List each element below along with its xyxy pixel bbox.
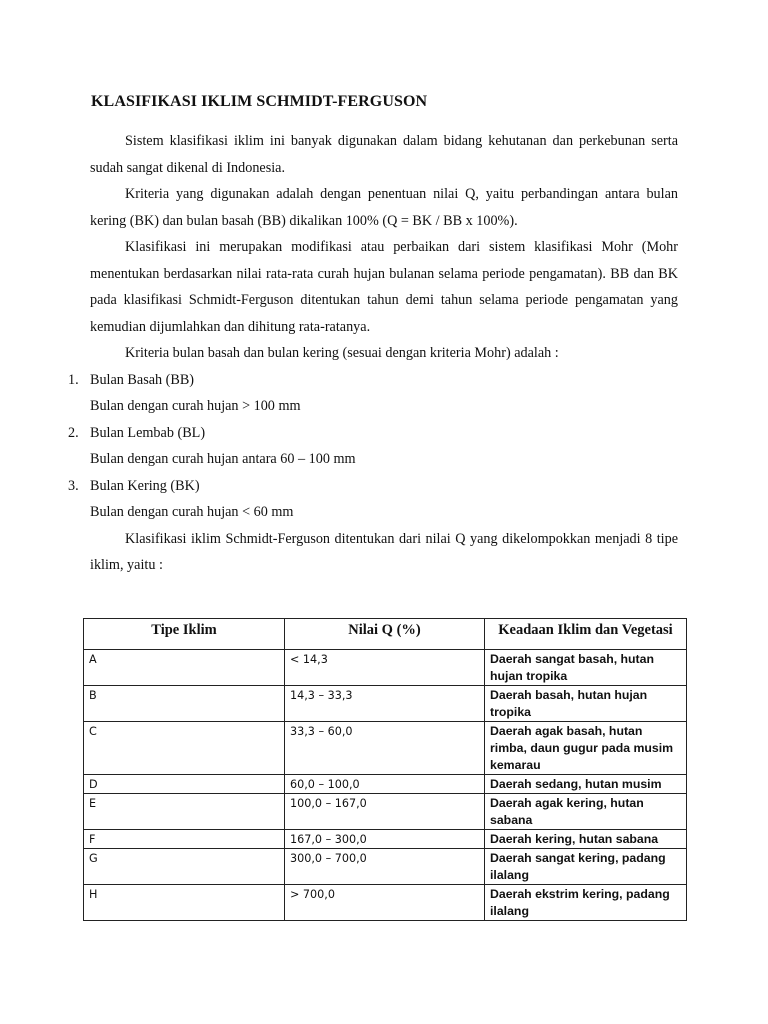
cell-type: H	[84, 885, 285, 921]
document-title: KLASIFIKASI IKLIM SCHMIDT-FERGUSON	[91, 93, 428, 110]
paragraph-month-criteria: Kriteria bulan basah dan bulan kering (sesuai dengan kriteria Mohr) adalah :	[125, 345, 559, 361]
cell-type: B	[84, 686, 285, 722]
cell-type: G	[84, 849, 285, 885]
cell-type: F	[84, 830, 285, 849]
cell-vegetation: Daerah ekstrim kering, padang ilalang	[485, 885, 687, 921]
cell-q-value: 100,0 – 167,0	[285, 794, 485, 830]
table-row	[84, 650, 687, 686]
paragraph-intro: Sistem klasifikasi iklim ini banyak digunakan dalam bidang kehutanan dan perkebunan serta sudah sangat dikenal di Indonesia.	[90, 133, 678, 176]
list-item-label: Bulan Basah (BB)	[90, 371, 195, 388]
cell-q-value: 14,3 – 33,3	[285, 686, 485, 722]
list-item-description: Bulan dengan curah hujan antara 60 – 100 mm	[90, 451, 356, 467]
cell-q-value: 300,0 – 700,0	[285, 849, 485, 885]
cell-vegetation: Daerah sangat basah, hutan hujan tropika	[485, 650, 687, 686]
list-number: 3.	[68, 477, 79, 494]
cell-vegetation: Daerah sangat kering, padang ilalang	[485, 849, 687, 885]
cell-vegetation: Daerah agak basah, hutan rimba, daun gugur pada musim kemarau	[485, 722, 687, 775]
cell-vegetation: Daerah agak kering, hutan sabana	[485, 794, 687, 830]
criteria-list	[68, 367, 678, 526]
cell-q-value: 33,3 – 60,0	[285, 722, 485, 775]
cell-q-value: 167,0 – 300,0	[285, 830, 485, 849]
table-row	[84, 722, 687, 775]
header-climate-type: Tipe Iklim	[84, 619, 285, 650]
table-row	[84, 686, 687, 722]
list-number: 1.	[68, 371, 79, 388]
cell-vegetation: Daerah sedang, hutan musim	[485, 775, 687, 794]
document-body	[68, 128, 678, 579]
list-item	[68, 473, 678, 526]
table-row	[84, 830, 687, 849]
header-vegetation: Keadaan Iklim dan Vegetasi	[485, 619, 687, 650]
list-number: 2.	[68, 424, 79, 441]
cell-type: C	[84, 722, 285, 775]
list-item	[68, 420, 678, 473]
cell-q-value: > 700,0	[285, 885, 485, 921]
cell-type: D	[84, 775, 285, 794]
table-row	[84, 794, 687, 830]
table-row	[84, 849, 687, 885]
table-row	[84, 885, 687, 921]
list-item-description: Bulan dengan curah hujan > 100 mm	[90, 398, 301, 414]
cell-q-value: < 14,3	[285, 650, 485, 686]
paragraph-mohr-modification: Klasifikasi ini merupakan modifikasi atau perbaikan dari sistem klasifikasi Mohr (Mohr menentukan berdasarkan nilai rata-rata curah hujan bulanan selama periode pengamatan). BB dan BK pada klasifikasi Schmidt-Ferguson ditentukan tahun demi tahun selama periode pengamatan yang kemudian dijumlahkan dan dihitung rata-ratanya.	[90, 239, 678, 335]
cell-q-value: 60,0 – 100,0	[285, 775, 485, 794]
table-row	[84, 775, 687, 794]
paragraph-q-criteria: Kriteria yang digunakan adalah dengan penentuan nilai Q, yaitu perbandingan antara bulan kering (BK) dan bulan basah (BB) dikalikan 100% (Q = BK / BB x 100%).	[90, 186, 678, 229]
cell-vegetation: Daerah kering, hutan sabana	[485, 830, 687, 849]
table-header-row	[84, 619, 687, 650]
paragraph-climate-types: Klasifikasi iklim Schmidt-Ferguson ditentukan dari nilai Q yang dikelompokkan menjadi 8 tipe iklim, yaitu :	[90, 530, 678, 573]
header-q-value: Nilai Q (%)	[285, 619, 485, 650]
cell-type: E	[84, 794, 285, 830]
climate-type-table	[83, 618, 687, 921]
list-item-label: Bulan Kering (BK)	[90, 477, 200, 494]
cell-type: A	[84, 650, 285, 686]
list-item-label: Bulan Lembab (BL)	[90, 424, 206, 441]
list-item	[68, 367, 678, 420]
list-item-description: Bulan dengan curah hujan < 60 mm	[90, 504, 294, 520]
cell-vegetation: Daerah basah, hutan hujan tropika	[485, 686, 687, 722]
